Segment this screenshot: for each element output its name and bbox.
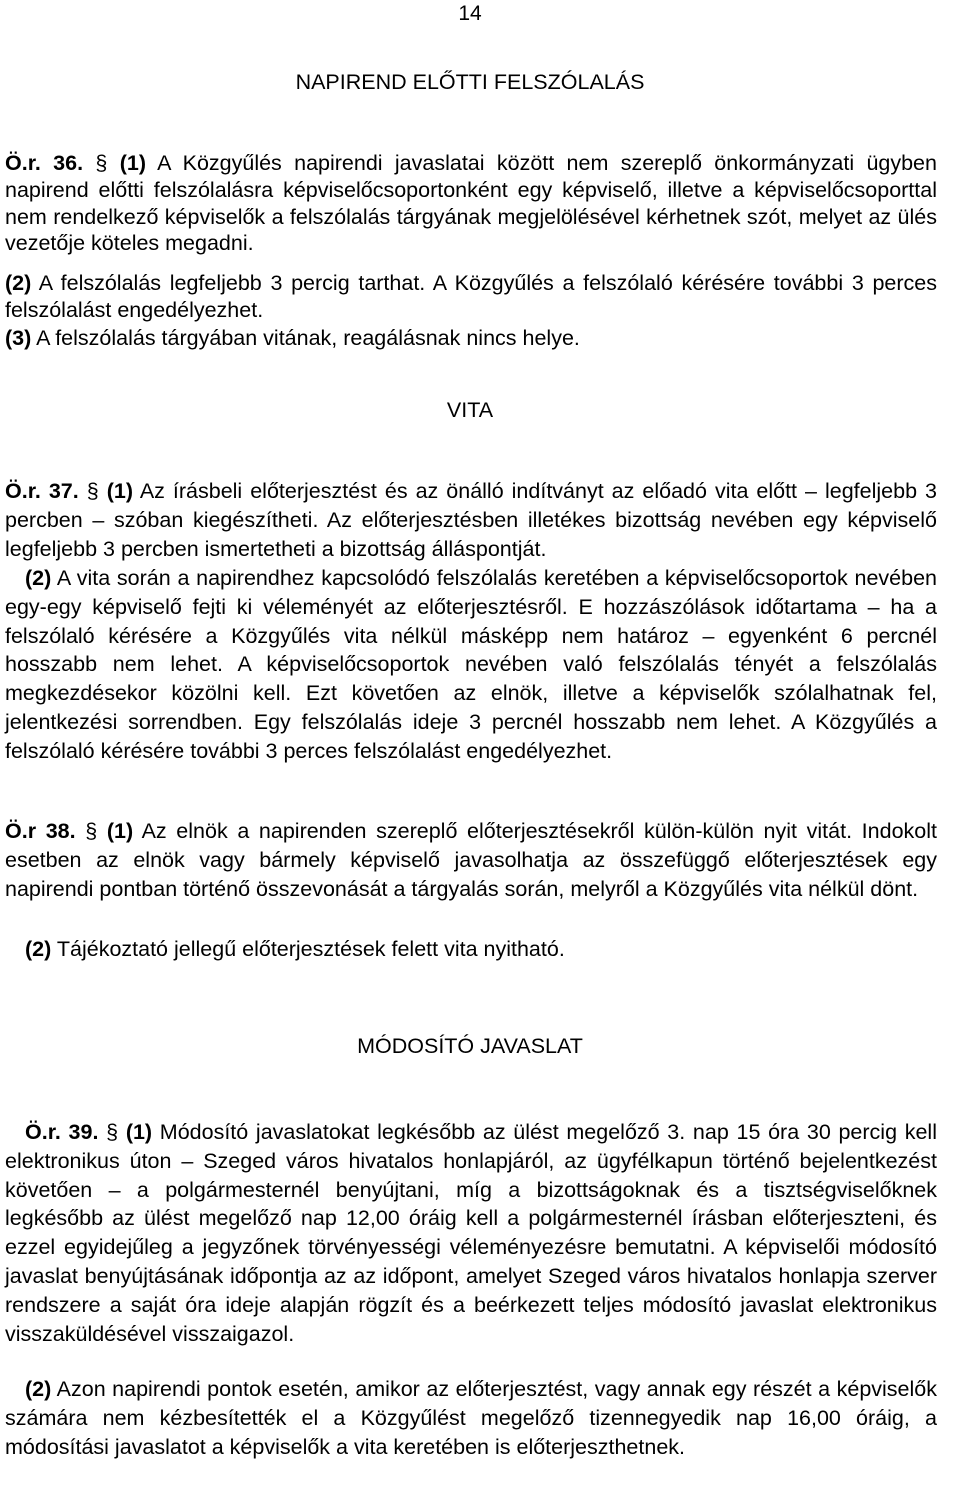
- paragraph-text: Azon napirendi pontok esetén, amikor az előterjesztést, vagy annak egy részét a képviselők számára nem kézbesítették el a Közgyűlést megelőző tizennegyedik nap 16,00 óráig, a módosítási javaslatot a képviselők a vita keretében is előterjeszthetnek.: [5, 1377, 937, 1459]
- paragraph-number: (1): [106, 819, 134, 843]
- rule-label: Ö.r. 36.: [5, 151, 84, 175]
- section-heading-vita: VITA: [446, 398, 494, 422]
- paragraph-text: A vita során a napirendhez kapcsolódó felszólalás keretében a képviselőcsoportok nevében egy-egy képviselő fejti ki véleményét az előterjesztésről. E hozzászólások időtartama – ha a felszólaló kérésére a Közgyűlés vita nélkül másképp nem határoz – egyenként 6 percnél hosszabb nem lehet. A képviselőcsoportok nevében való felszólalás tényét a felszólalás megkezdésekor közölni kell. Ezt követően az elnök, illetve a képviselők szólalhatnak fel, jelentkezési sorrendben. Egy felszólalás ideje 3 percnél hosszabb nem lehet. A Közgyűlés a felszólaló kérésére további 3 perces felszólalást engedélyezhet.: [5, 566, 937, 763]
- page-number: 14: [458, 2, 482, 25]
- paragraph-text: A Közgyűlés napirendi javaslatai között nem szereplő önkormányzati ügyben napirend előtti felszólalásra képviselőcsoportonként egy képviselő, illetve a képviselőcsoporttal nem rendelkező képviselők a felszólalás tárgyának megjelölésével kérhetnek szót, melyet az ülés vezetője köteles megadni.: [5, 151, 937, 256]
- rule-38: [5, 817, 937, 905]
- paragraph-text: Módosító javaslatokat legkésőbb az ülést megelőző 3. nap 15 óra 30 percig kell elektronikus úton – Szeged város hivatalos honlapjáról, az ügyfélkapun történő bejelentkezést követően – a polgármesternél benyújtani, míg a bizottságoknak és a tisztségviselőknek legkésőbb az ülést megelőző nap 12,00 óráig kell a polgármesternél írásban előterjeszteni, és ezzel egyidejűleg a jegyzőnek törvényességi véleményezésre bemutatni. A képviselői módosító javaslat benyújtásának időpontja az az időpont, amelyet Szeged város hivatalos honlapja szerver rendszere a saját óra ideje alapján rögzít és a beérkezett teljes módosító javaslat elektronikus visszaküldésével visszaigazol.: [5, 1120, 937, 1346]
- paragraph-text: Az elnök a napirenden szereplő előterjesztésekről külön-külön nyit vitát. Indokolt esetben az elnök vagy bármely képviselő javasolhatja az összefüggő előterjesztések egy napirendi pontban történő összevonását a tárgyalás során, melyről a Közgyűlés vita nélkül dönt.: [5, 819, 937, 902]
- paragraph: [5, 270, 937, 324]
- paragraph: [5, 1375, 937, 1461]
- section-sign: §: [95, 151, 108, 175]
- section-sign: §: [85, 819, 98, 843]
- paragraph-text: Az írásbeli előterjesztést és az önálló indítványt az előadó vita előtt – legfeljebb 3 percben – szóban kiegészítheti. Az előterjesztésben illetékes bizottság nevében egy képviselő legfeljebb 3 percben ismertetheti a bizottság álláspontját.: [5, 479, 937, 561]
- paragraph-number: (2): [25, 566, 52, 590]
- rule-label: Ö.r 38.: [5, 819, 76, 843]
- section-sign: §: [86, 479, 99, 503]
- paragraph-number: (1): [106, 479, 133, 503]
- rule-39: [5, 1118, 937, 1348]
- paragraph-text: A felszólalás tárgyában vitának, reagálásnak nincs helye.: [36, 326, 580, 350]
- section-sign: §: [106, 1120, 119, 1144]
- section-heading-napirend: NAPIREND ELŐTTI FELSZÓLALÁS: [295, 70, 645, 94]
- paragraph-number: (2): [25, 937, 52, 961]
- paragraph-text: A felszólalás legfeljebb 3 percig tarthat. A Közgyűlés a felszólaló kérésére további 3 perces felszólalást engedélyezhet.: [5, 271, 937, 322]
- rule-label: Ö.r. 39.: [25, 1120, 99, 1144]
- paragraph-number: (1): [125, 1120, 153, 1144]
- rule-label: Ö.r. 37.: [5, 479, 79, 503]
- paragraph-number: (2): [25, 1377, 52, 1401]
- section-heading-modosito: MÓDOSÍTÓ JAVASLAT: [357, 1034, 583, 1058]
- paragraph-number: (2): [5, 271, 32, 295]
- paragraph-number: (1): [119, 151, 146, 175]
- rule-36: [5, 150, 937, 257]
- paragraph-number: (3): [5, 326, 32, 350]
- paragraph: [5, 325, 937, 352]
- rule-37: [5, 477, 937, 563]
- paragraph: [5, 935, 937, 964]
- paragraph: [5, 564, 937, 766]
- paragraph-text: Tájékoztató jellegű előterjesztések felett vita nyitható.: [56, 937, 565, 961]
